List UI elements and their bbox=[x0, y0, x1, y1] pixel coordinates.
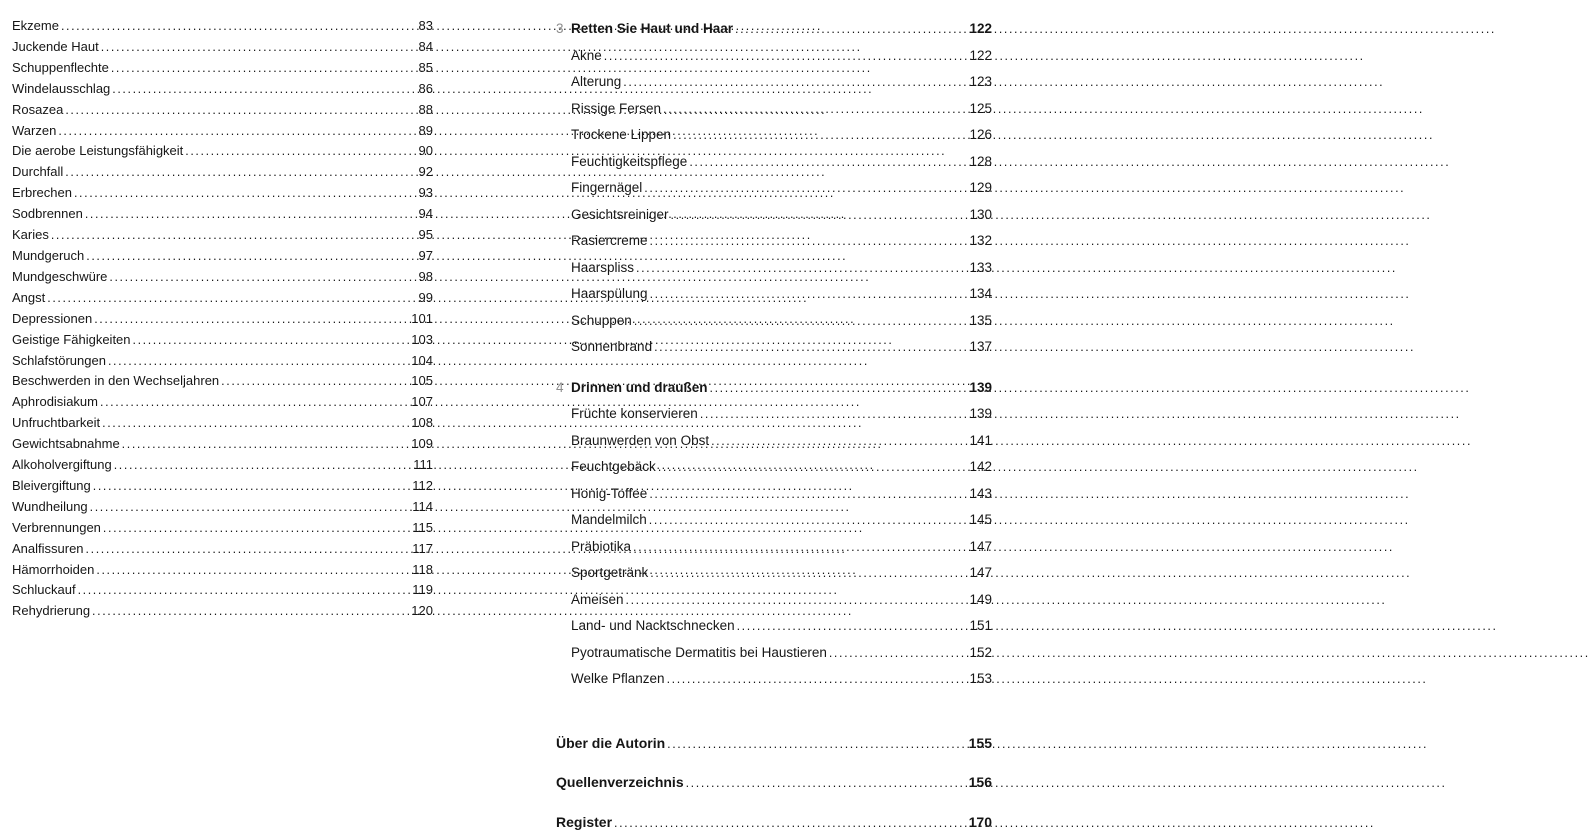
toc-column-right bbox=[556, 16, 992, 800]
toc-entry-label: Ameisen bbox=[571, 587, 624, 613]
toc-entry bbox=[12, 392, 433, 413]
toc-entry-label: Verbrennungen bbox=[12, 518, 101, 539]
toc-entry bbox=[12, 309, 433, 330]
toc-entry-page: 95 bbox=[410, 225, 433, 246]
toc-entry-page: 147 bbox=[969, 560, 992, 586]
toc-entry-page: 117 bbox=[410, 539, 433, 560]
toc-entry-page: 151 bbox=[969, 613, 992, 639]
backmatter-entry bbox=[556, 770, 992, 797]
toc-entry-label: Schluckauf bbox=[12, 580, 76, 601]
toc-entry-label: Schuppen bbox=[571, 308, 632, 334]
toc-entry bbox=[12, 58, 433, 79]
toc-entry-label: Honig-Toffee bbox=[571, 481, 647, 507]
dot-leader bbox=[649, 507, 966, 534]
toc-entry-label: Sodbrennen bbox=[12, 204, 83, 225]
toc-entry-label: Mundgeschwüre bbox=[12, 267, 107, 288]
column-gap bbox=[433, 16, 556, 800]
toc-entry bbox=[571, 175, 992, 202]
toc-entry-page: 149 bbox=[969, 587, 992, 613]
toc-entry bbox=[571, 96, 992, 123]
toc-entry-label: Alterung bbox=[571, 69, 621, 95]
dot-leader bbox=[109, 267, 407, 288]
toc-entry-label: Durchfall bbox=[12, 162, 63, 183]
toc-entry-page: 109 bbox=[410, 434, 433, 455]
toc-entry bbox=[571, 43, 992, 70]
dot-leader bbox=[185, 141, 407, 162]
dot-leader bbox=[111, 58, 407, 79]
toc-entry bbox=[12, 288, 433, 309]
toc-sections bbox=[556, 16, 992, 693]
toc-entry bbox=[12, 246, 433, 267]
toc-entry bbox=[12, 601, 433, 622]
dot-leader bbox=[114, 455, 407, 476]
toc-entry bbox=[571, 454, 992, 481]
toc-entry-label: Drinnen und draußen bbox=[571, 375, 708, 401]
backmatter-entry bbox=[556, 731, 992, 758]
toc-entry-page: 139 bbox=[969, 401, 992, 427]
toc-entry bbox=[571, 69, 992, 96]
toc-entry-page: 137 bbox=[969, 334, 992, 360]
toc-entry bbox=[12, 351, 433, 372]
toc-entry bbox=[571, 149, 992, 176]
section-heading bbox=[556, 16, 992, 43]
toc-entry-page: 130 bbox=[969, 202, 992, 228]
toc-entry-label: Analfissuren bbox=[12, 539, 84, 560]
dot-leader bbox=[649, 481, 966, 508]
toc-entry-label: Geistige Fähigkeiten bbox=[12, 330, 131, 351]
toc-entry-page: 153 bbox=[969, 666, 992, 692]
toc-entry-label: Rosazea bbox=[12, 100, 63, 121]
dot-leader bbox=[689, 149, 966, 176]
toc-entry bbox=[12, 121, 433, 142]
toc-entry bbox=[571, 534, 992, 561]
toc-entry-page: 128 bbox=[969, 149, 992, 175]
dot-leader bbox=[634, 308, 966, 335]
toc-entry-page: 133 bbox=[969, 255, 992, 281]
toc-entry-page: 99 bbox=[410, 288, 433, 309]
section-number: 4 bbox=[556, 375, 571, 401]
toc-entry-label: Warzen bbox=[12, 121, 56, 142]
dot-leader bbox=[102, 413, 407, 434]
toc-entry-page: 108 bbox=[410, 413, 433, 434]
toc-entry-page: 142 bbox=[969, 454, 992, 480]
toc-entry bbox=[571, 666, 992, 693]
toc-entry-label: Karies bbox=[12, 225, 49, 246]
dot-leader bbox=[108, 351, 407, 372]
toc-entry-page: 115 bbox=[410, 518, 433, 539]
toc-entry-page: 147 bbox=[969, 534, 992, 560]
section-entries bbox=[571, 401, 992, 693]
section-entries bbox=[571, 43, 992, 361]
toc-entry bbox=[571, 255, 992, 282]
dot-leader bbox=[92, 601, 407, 622]
toc-entry-label: Fingernägel bbox=[571, 175, 642, 201]
toc-entry-page: 92 bbox=[410, 162, 433, 183]
dot-leader bbox=[650, 560, 966, 587]
dot-leader bbox=[614, 810, 966, 836]
dot-leader bbox=[663, 96, 966, 123]
toc-entry-label: Ekzeme bbox=[12, 16, 59, 37]
toc-column-left bbox=[12, 16, 433, 800]
toc-entry bbox=[571, 640, 992, 667]
dot-leader bbox=[85, 204, 407, 225]
toc-entry-page: 93 bbox=[410, 183, 433, 204]
toc-entry-page: 119 bbox=[410, 580, 433, 601]
dot-leader bbox=[829, 640, 966, 667]
dot-leader bbox=[644, 175, 966, 202]
toc-entry-label: Präbiotika bbox=[571, 534, 631, 560]
dot-leader bbox=[673, 122, 966, 149]
toc-entry-page: 170 bbox=[969, 810, 992, 836]
dot-leader bbox=[61, 16, 407, 37]
toc-entry bbox=[12, 141, 433, 162]
toc-entry bbox=[12, 413, 433, 434]
toc-entry bbox=[12, 560, 433, 581]
dot-leader bbox=[112, 79, 407, 100]
toc-entry bbox=[571, 334, 992, 361]
toc-entry-page: 122 bbox=[969, 16, 992, 42]
dot-leader bbox=[65, 100, 407, 121]
dot-leader bbox=[78, 580, 407, 601]
toc-entry-page: 86 bbox=[410, 79, 433, 100]
dot-leader bbox=[74, 183, 407, 204]
dot-leader bbox=[100, 392, 407, 413]
dot-leader bbox=[737, 613, 966, 640]
toc-entry bbox=[571, 481, 992, 508]
toc-entry-label: Sonnenbrand bbox=[571, 334, 652, 360]
dot-leader bbox=[94, 309, 407, 330]
toc-entry-label: Rehydrierung bbox=[12, 601, 90, 622]
dot-leader bbox=[101, 37, 407, 58]
toc-entry-page: 126 bbox=[969, 122, 992, 148]
toc-entry bbox=[12, 16, 433, 37]
toc-entry-label: Welke Pflanzen bbox=[571, 666, 665, 692]
toc-entry-label: Beschwerden in den Wechseljahren bbox=[12, 371, 219, 392]
dot-leader bbox=[86, 246, 407, 267]
dot-leader bbox=[650, 228, 966, 255]
toc-entry bbox=[12, 330, 433, 351]
toc-entry-page: 156 bbox=[969, 770, 992, 796]
toc-entry-label: Erbrechen bbox=[12, 183, 72, 204]
toc-entry-page: 118 bbox=[410, 560, 433, 581]
toc-entry bbox=[12, 162, 433, 183]
toc-entry-page: 135 bbox=[969, 308, 992, 334]
toc-entry-page: 94 bbox=[410, 204, 433, 225]
toc-entry-page: 85 bbox=[410, 58, 433, 79]
toc-entry-label: Gesichtsreiniger bbox=[571, 202, 669, 228]
dot-leader bbox=[103, 518, 407, 539]
toc-entry-page: 125 bbox=[969, 96, 992, 122]
toc-entry-page: 101 bbox=[410, 309, 433, 330]
section-heading bbox=[556, 375, 992, 402]
toc-entry-label: Windelausschlag bbox=[12, 79, 110, 100]
toc-entry-label: Braunwerden von Obst bbox=[571, 428, 709, 454]
toc-entry bbox=[12, 79, 433, 100]
toc-entry-page: 155 bbox=[969, 731, 992, 757]
toc-entry bbox=[12, 371, 433, 392]
toc-entry-page: 84 bbox=[410, 37, 433, 58]
section-number: 3 bbox=[556, 16, 571, 42]
toc-entry-label: Retten Sie Haut und Haar bbox=[571, 16, 733, 42]
toc-backmatter bbox=[556, 731, 992, 836]
toc-entry-page: 129 bbox=[969, 175, 992, 201]
toc-entry bbox=[12, 37, 433, 58]
toc-entry-label: Mandelmilch bbox=[571, 507, 647, 533]
toc-entry-page: 152 bbox=[969, 640, 992, 666]
toc-entry bbox=[12, 455, 433, 476]
dot-leader bbox=[700, 401, 966, 428]
toc-entry bbox=[571, 560, 992, 587]
dot-leader bbox=[710, 375, 967, 402]
toc-entry-page: 143 bbox=[969, 481, 992, 507]
toc-entry-label: Feuchtigkeitspflege bbox=[571, 149, 687, 175]
dot-leader bbox=[658, 454, 966, 481]
toc-entry-label: Angst bbox=[12, 288, 45, 309]
toc-entry-label: Aphrodisiakum bbox=[12, 392, 98, 413]
toc-entry-page: 90 bbox=[410, 141, 433, 162]
toc-entry-page: 107 bbox=[410, 392, 433, 413]
toc-entry-page: 114 bbox=[410, 497, 433, 518]
dot-leader bbox=[626, 587, 966, 614]
toc-entry bbox=[571, 507, 992, 534]
toc-entry-page: 141 bbox=[969, 428, 992, 454]
toc-entry-page: 120 bbox=[410, 601, 433, 622]
toc-entry-page: 139 bbox=[969, 375, 992, 401]
toc-entry bbox=[12, 539, 433, 560]
toc-entry-label: Akne bbox=[571, 43, 602, 69]
toc-entry bbox=[12, 225, 433, 246]
toc-entry-page: 145 bbox=[969, 507, 992, 533]
toc-entry-label: Mundgeruch bbox=[12, 246, 84, 267]
dot-leader bbox=[654, 334, 966, 361]
toc-entry-label: Juckende Haut bbox=[12, 37, 99, 58]
backmatter-entry bbox=[556, 810, 992, 836]
toc-entry bbox=[12, 580, 433, 601]
dot-leader bbox=[93, 476, 407, 497]
toc-entry-label: Gewichtsabnahme bbox=[12, 434, 120, 455]
toc-entry bbox=[571, 122, 992, 149]
toc-entry bbox=[571, 613, 992, 640]
dot-leader bbox=[623, 69, 966, 96]
toc-entry-label: Land- und Nacktschnecken bbox=[571, 613, 735, 639]
toc-entry-page: 122 bbox=[969, 43, 992, 69]
toc-entry-label: Haarspülung bbox=[571, 281, 648, 307]
toc-entry-label: Bleivergiftung bbox=[12, 476, 91, 497]
dot-leader bbox=[667, 666, 966, 693]
toc-entry bbox=[571, 281, 992, 308]
toc-entry bbox=[571, 587, 992, 614]
dot-leader bbox=[96, 560, 407, 581]
toc-entry-label: Hämorrhoiden bbox=[12, 560, 94, 581]
toc-entry-page: 134 bbox=[969, 281, 992, 307]
dot-leader bbox=[51, 225, 407, 246]
toc-entry bbox=[12, 434, 433, 455]
dot-leader bbox=[604, 43, 966, 70]
toc-entry-page: 97 bbox=[410, 246, 433, 267]
toc-section bbox=[556, 375, 992, 693]
dot-leader bbox=[650, 281, 966, 308]
toc-entry bbox=[571, 401, 992, 428]
toc-entry-label: Früchte konservieren bbox=[571, 401, 698, 427]
dot-leader bbox=[58, 121, 407, 142]
toc-entry bbox=[12, 100, 433, 121]
toc-entry-label: Alkoholvergiftung bbox=[12, 455, 112, 476]
toc-entry-label: Rasiercreme bbox=[571, 228, 648, 254]
dot-leader bbox=[133, 330, 407, 351]
toc-entry-page: 111 bbox=[410, 455, 433, 476]
dot-leader bbox=[65, 162, 407, 183]
toc-entry-page: 98 bbox=[410, 267, 433, 288]
dot-leader bbox=[735, 16, 966, 43]
dot-leader bbox=[636, 255, 966, 282]
toc-entry-label: Schuppenflechte bbox=[12, 58, 109, 79]
toc-entry-page: 123 bbox=[969, 69, 992, 95]
dot-leader bbox=[122, 434, 407, 455]
dot-leader bbox=[47, 288, 407, 309]
toc-entry-label: Haarspliss bbox=[571, 255, 634, 281]
dot-leader bbox=[633, 534, 966, 561]
toc-entry bbox=[571, 428, 992, 455]
toc-entry-page: 105 bbox=[410, 371, 433, 392]
toc-entry-page: 103 bbox=[410, 330, 433, 351]
toc-entry bbox=[12, 518, 433, 539]
toc-entry bbox=[571, 308, 992, 335]
toc-entry bbox=[571, 228, 992, 255]
toc-entry bbox=[12, 267, 433, 288]
toc-entry bbox=[571, 202, 992, 229]
toc-entry bbox=[12, 497, 433, 518]
dot-leader bbox=[671, 202, 966, 229]
toc-entry bbox=[12, 476, 433, 497]
toc-entry-label: Rissige Fersen bbox=[571, 96, 661, 122]
toc-entry-label: Feuchtgebäck bbox=[571, 454, 656, 480]
dot-leader bbox=[686, 770, 966, 797]
toc-entry bbox=[12, 204, 433, 225]
toc-entry-page: 83 bbox=[410, 16, 433, 37]
toc-entry-label: Pyotraumatische Dermatitis bei Haustieren bbox=[571, 640, 827, 666]
toc-entry-page: 89 bbox=[410, 121, 433, 142]
dot-leader bbox=[90, 497, 407, 518]
toc-entry-label: Sportgetränk bbox=[571, 560, 648, 586]
toc-entry-label: Quellenverzeichnis bbox=[556, 770, 684, 796]
toc-entry-label: Schlafstörungen bbox=[12, 351, 106, 372]
dot-leader bbox=[86, 539, 407, 560]
toc-section bbox=[556, 16, 992, 361]
dot-leader bbox=[221, 371, 407, 392]
toc-entry bbox=[12, 183, 433, 204]
toc-entry-label: Wundheilung bbox=[12, 497, 88, 518]
toc-entry-label: Unfruchtbarkeit bbox=[12, 413, 100, 434]
toc-entry-label: Über die Autorin bbox=[556, 731, 665, 757]
toc-entry-label: Depressionen bbox=[12, 309, 92, 330]
dot-leader bbox=[667, 731, 965, 758]
toc-entry-label: Die aerobe Leistungsfähigkeit bbox=[12, 141, 183, 162]
dot-leader bbox=[711, 428, 966, 455]
toc-entry-page: 112 bbox=[410, 476, 433, 497]
toc-entry-label: Trockene Lippen bbox=[571, 122, 671, 148]
toc-entry-page: 132 bbox=[969, 228, 992, 254]
toc-entry-page: 104 bbox=[410, 351, 433, 372]
toc-entry-page: 88 bbox=[410, 100, 433, 121]
toc-entry-label: Register bbox=[556, 810, 612, 836]
